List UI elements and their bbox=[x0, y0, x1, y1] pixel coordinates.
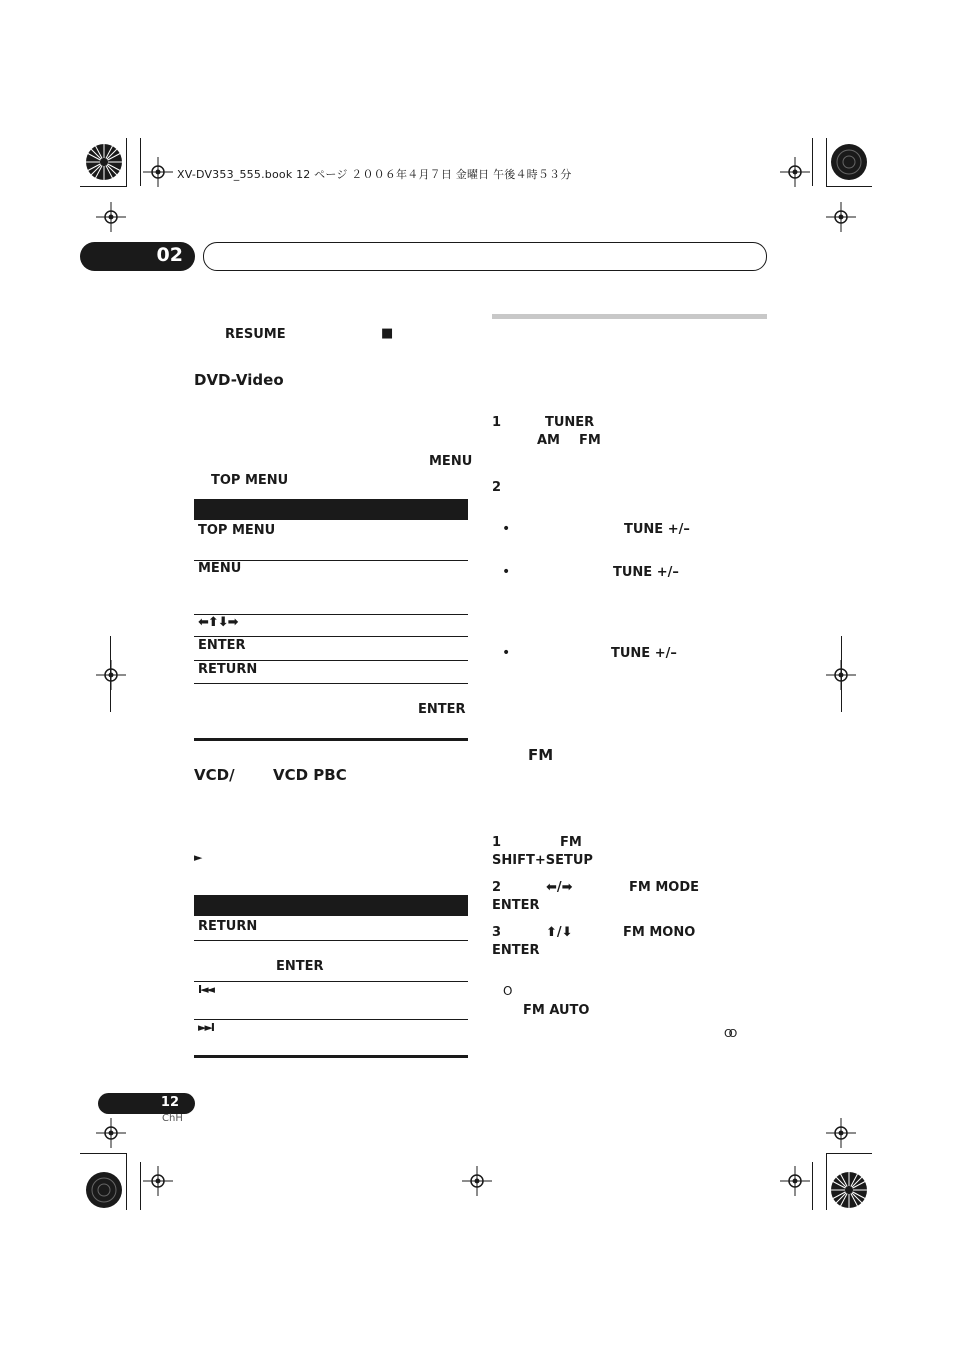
step-1-number: 1 bbox=[492, 415, 502, 430]
vcd-heading-a: VCD/ bbox=[194, 766, 235, 784]
file-info-header: XV-DV353_555.book 12 ページ ２００６年４月７日 金曜日 午後４時５３分 bbox=[177, 168, 572, 181]
table-row-top-menu: TOP MENU bbox=[198, 523, 276, 538]
up-down-arrows: ⬆/⬇ bbox=[546, 925, 573, 940]
crop-line bbox=[126, 1153, 127, 1210]
table-row-enter: ENTER bbox=[276, 959, 324, 974]
crop-line bbox=[812, 1162, 813, 1210]
fm-label: FM bbox=[579, 433, 601, 448]
section-top-bar bbox=[492, 314, 767, 319]
tune-label-3: TUNE +/– bbox=[611, 646, 677, 661]
crosshair-mark bbox=[462, 1166, 492, 1196]
fm-step-1-fm: FM bbox=[560, 835, 582, 850]
left-right-arrows: ⬅/➡ bbox=[546, 880, 573, 895]
crop-line bbox=[80, 1153, 127, 1154]
fm-step-1-number: 1 bbox=[492, 835, 502, 850]
starburst-mark-bottom-left bbox=[84, 1170, 124, 1210]
fm-heading: FM bbox=[528, 746, 554, 764]
enter-note-label: ENTER bbox=[418, 702, 466, 717]
fm-step-2-number: 2 bbox=[492, 880, 502, 895]
play-icon: ► bbox=[194, 851, 203, 864]
table-divider bbox=[194, 660, 468, 661]
step-2-number: 2 bbox=[492, 480, 502, 495]
am-label: AM bbox=[537, 433, 560, 448]
resume-label: RESUME bbox=[225, 327, 286, 342]
menu-label: MENU bbox=[429, 454, 473, 469]
starburst-mark-top-right bbox=[829, 142, 869, 182]
crop-line bbox=[826, 138, 827, 186]
crop-line bbox=[826, 1153, 872, 1154]
bullet-dot: • bbox=[502, 521, 511, 537]
starburst-mark-top-left bbox=[84, 142, 124, 182]
table-divider bbox=[194, 981, 468, 982]
dvd-video-heading: DVD-Video bbox=[194, 371, 284, 389]
crosshair-mark bbox=[143, 1166, 173, 1196]
table-divider bbox=[194, 683, 468, 684]
crosshair-mark bbox=[96, 660, 126, 690]
table-divider bbox=[194, 636, 468, 637]
page-number: 12 bbox=[160, 1095, 179, 1110]
chapter-number: 02 bbox=[156, 244, 183, 266]
fm-auto-label: FM AUTO bbox=[523, 1003, 590, 1018]
next-icon: ►►I bbox=[198, 1021, 214, 1034]
crosshair-mark bbox=[826, 202, 856, 232]
crosshair-mark bbox=[780, 1166, 810, 1196]
table-row-arrow-keys: ⬅⬆⬇➡ bbox=[198, 615, 238, 630]
tuner-label: TUNER bbox=[545, 415, 595, 430]
table-row-return: RETURN bbox=[198, 919, 258, 934]
previous-icon: I◄◄ bbox=[198, 983, 214, 996]
crop-line bbox=[110, 636, 111, 712]
crop-line bbox=[841, 636, 842, 712]
crosshair-mark bbox=[780, 157, 810, 187]
page-number-badge bbox=[98, 1093, 195, 1114]
fm-mono-label: FM MONO bbox=[623, 925, 696, 940]
table-header-bar bbox=[194, 499, 468, 520]
table-row-return: RETURN bbox=[198, 662, 258, 677]
crosshair-mark bbox=[826, 1118, 856, 1148]
stop-icon: ■ bbox=[381, 326, 394, 341]
crop-line bbox=[80, 186, 127, 187]
crosshair-mark bbox=[143, 157, 173, 187]
section-rule bbox=[194, 738, 468, 741]
starburst-mark-bottom-right bbox=[829, 1170, 869, 1210]
crop-line bbox=[812, 138, 813, 186]
chapter-badge bbox=[80, 242, 195, 271]
tune-label-1: TUNE +/– bbox=[624, 522, 690, 537]
stereo-indicator-icon: OO bbox=[724, 1027, 734, 1040]
vcd-heading-b: VCD PBC bbox=[273, 766, 347, 784]
crop-line bbox=[126, 138, 127, 186]
top-menu-label: TOP MENU bbox=[211, 473, 289, 488]
table-divider bbox=[194, 1019, 468, 1020]
fm-step-3-number: 3 bbox=[492, 925, 502, 940]
fm-step-2-enter: ENTER bbox=[492, 898, 540, 913]
bullet-dot: • bbox=[502, 645, 511, 661]
fm-mode-label: FM MODE bbox=[629, 880, 700, 895]
table-divider bbox=[194, 940, 468, 941]
table-row-enter: ENTER bbox=[198, 638, 246, 653]
table-header-bar bbox=[194, 895, 468, 916]
crop-line bbox=[140, 1162, 141, 1210]
shift-setup-label: SHIFT+SETUP bbox=[492, 853, 593, 868]
crop-line bbox=[826, 1153, 827, 1210]
chapter-title-bar bbox=[203, 242, 767, 271]
table-row-menu: MENU bbox=[198, 561, 242, 576]
language-code: ChH bbox=[162, 1113, 183, 1124]
crop-line bbox=[826, 186, 872, 187]
crop-line bbox=[140, 138, 141, 186]
fm-step-3-enter: ENTER bbox=[492, 943, 540, 958]
crosshair-mark bbox=[96, 202, 126, 232]
tune-label-2: TUNE +/– bbox=[613, 565, 679, 580]
bullet-dot: • bbox=[502, 564, 511, 580]
mono-indicator-icon: O bbox=[503, 984, 513, 998]
crosshair-mark bbox=[96, 1118, 126, 1148]
section-rule bbox=[194, 1055, 468, 1058]
